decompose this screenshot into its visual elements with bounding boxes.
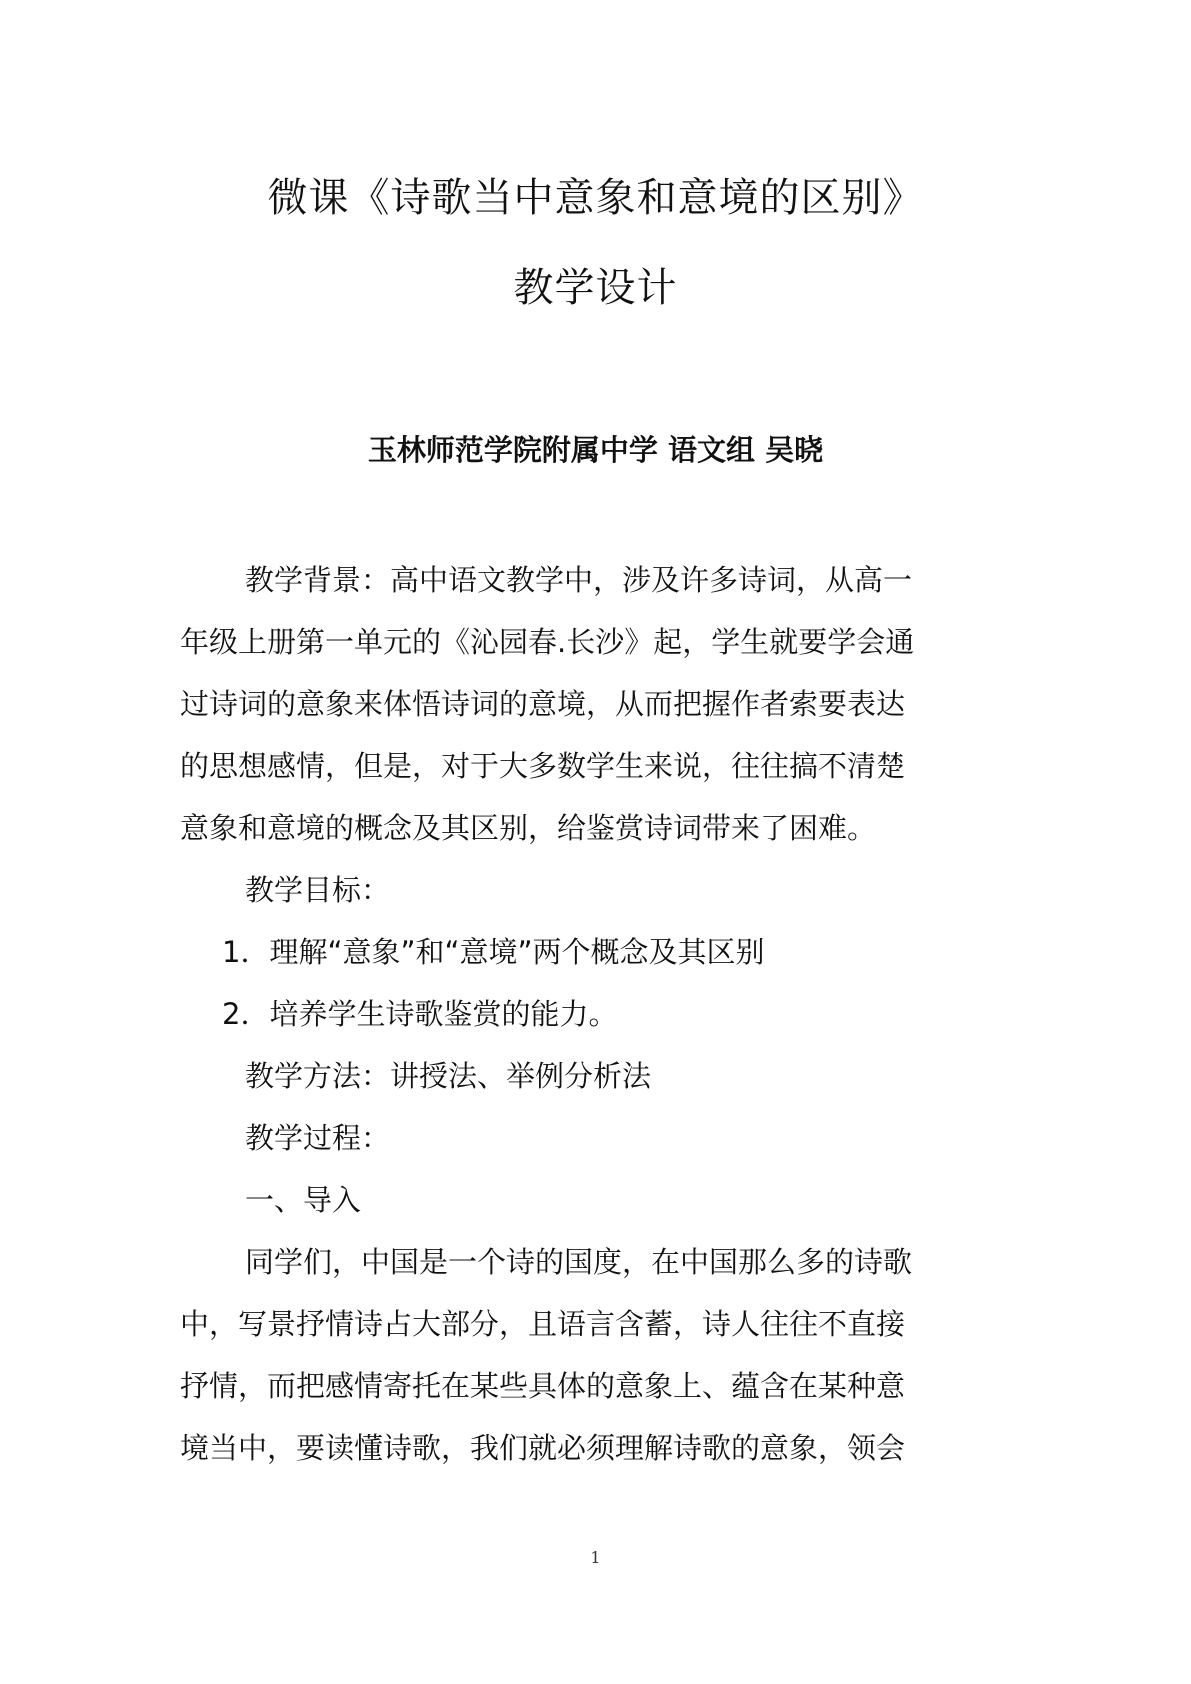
document-title: 微课《诗歌当中意象和意境的区别》 — [267, 175, 924, 221]
paragraph-line: 的思想感情，但是，对于大多数学生来说，往往搞不清楚 — [180, 749, 906, 783]
paragraph-line: 抒情，而把感情寄托在某些具体的意象上、蕴含在某种意 — [180, 1369, 906, 1403]
paragraph-line: 境当中，要读懂诗歌，我们就必须理解诗歌的意象，领会 — [180, 1431, 906, 1465]
paragraph-line: 中，写景抒情诗占大部分，且语言含蓄，诗人往往不直接 — [180, 1307, 906, 1341]
document-subtitle: 教学设计 — [513, 265, 678, 311]
section-heading: 教学方法：讲授法、举例分析法 — [245, 1059, 652, 1093]
paragraph-line: 意象和意境的概念及其区别，给鉴赏诗词带来了困难。 — [180, 811, 877, 845]
paragraph-line: 同学们，中国是一个诗的国度，在中国那么多的诗歌 — [245, 1245, 913, 1279]
paragraph-line: 教学背景：高中语文教学中，涉及许多诗词，从高一 — [245, 563, 913, 597]
list-item: 1．理解“意象”和“意境”两个概念及其区别 — [222, 935, 765, 969]
section-heading: 一、导入 — [245, 1183, 362, 1217]
author-line: 玉林师范学院附属中学 语文组 吴晓 — [367, 433, 824, 467]
section-heading: 教学目标： — [245, 873, 391, 907]
list-item: 2．培养学生诗歌鉴赏的能力。 — [222, 997, 618, 1031]
page-number: 1 — [590, 1548, 601, 1567]
section-heading: 教学过程： — [245, 1121, 391, 1155]
paragraph-line: 过诗词的意象来体悟诗词的意境，从而把握作者索要表达 — [180, 687, 906, 721]
paragraph-line: 年级上册第一单元的《沁园春.长沙》起，学生就要学会通 — [180, 625, 915, 659]
